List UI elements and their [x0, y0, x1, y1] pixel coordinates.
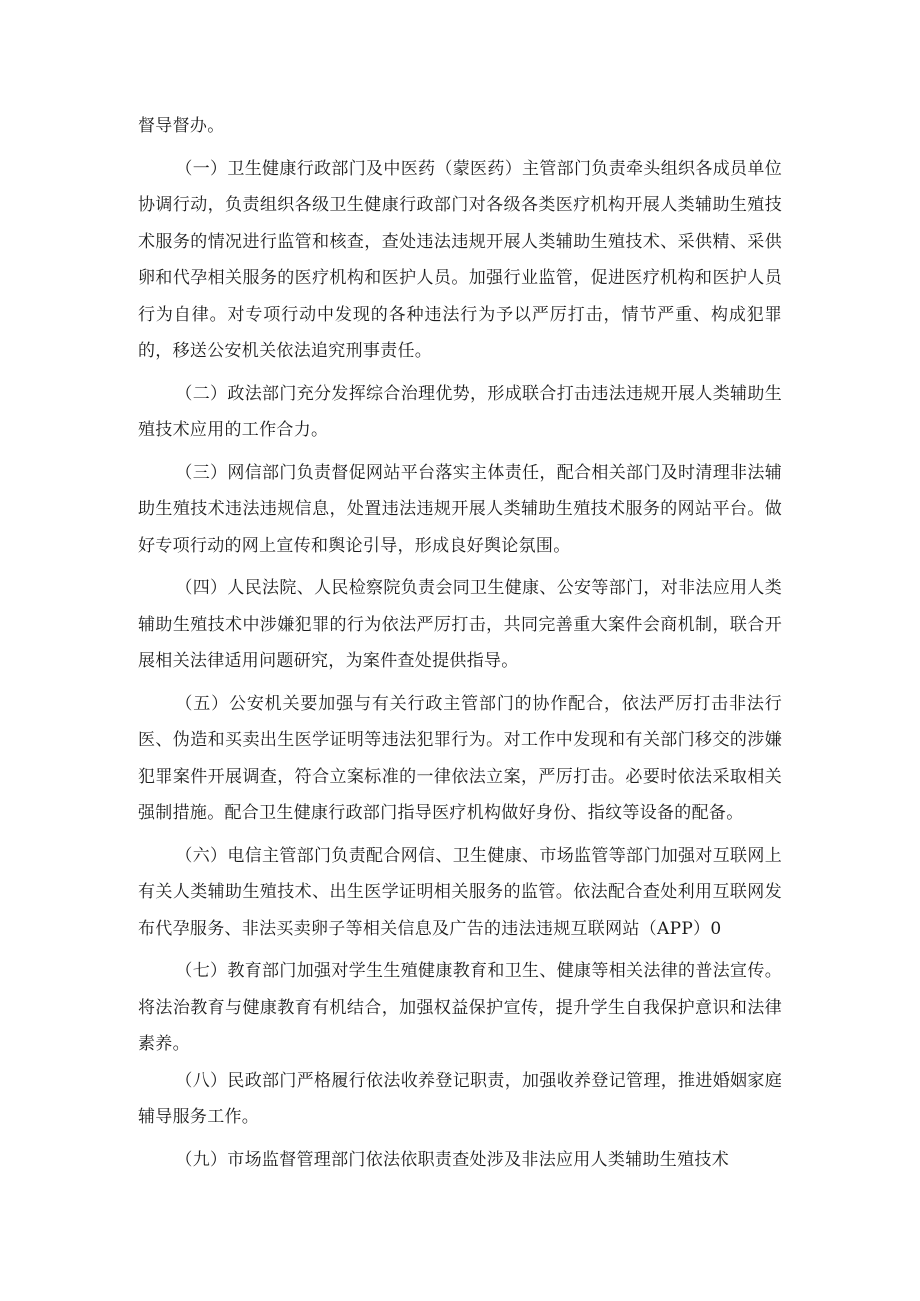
paragraph-continuation: 督导督办。 — [138, 116, 225, 136]
paragraph-item-6: （六）电信主管部门负责配合网信、卫生健康、市场监管等部门加强对互联网上有关人类辅助生殖技术、出生医学证明相关服务的监管。依法配合查处利用互联网发布代孕服务、非法买卖卵子等相关信息及广告的违法违规互联网站（APP）0 — [138, 845, 782, 939]
paragraph-item-2: （二）政法部门充分发挥综合治理优势，形成联合打击违法违规开展人类辅助生殖技术应用的工作合力。 — [138, 383, 782, 440]
document-body — [138, 108, 782, 1184]
paragraph-item-1: （一）卫生健康行政部门及中医药（蒙医药）主管部门负责牵头组织各成员单位协调行动，负责组织各级卫生健康行政部门对各级各类医疗机构开展人类辅助生殖技术服务的情况进行监管和核查，查处违法违规开展人类辅助生殖技术、采供精、采供卵和代孕相关服务的医疗机构和医护人员。加强行业监管，促进医疗机构和医护人员行为自律。对专项行动中发现的各种违法行为予以严厉打击，情节严重、构成犯罪的，移送公安机关依法追究刑事责任。 — [138, 158, 782, 361]
paragraph-item-7: （七）教育部门加强对学生生殖健康教育和卫生、健康等相关法律的普法宣传。将法治教育与健康教育有机结合，加强权益保护宣传，提升学生自我保护意识和法律素养。 — [138, 961, 782, 1054]
paragraph-item-5: （五）公安机关要加强与有关行政主管部门的协作配合，依法严厉打击非法行医、伪造和买卖出生医学证明等违法犯罪行为。对工作中发现和有关部门移交的涉嫌犯罪案件开展调查，符合立案标准的一律依法立案，严厉打击。必要时依法采取相关强制措施。配合卫生健康行政部门指导医疗机构做好身份、指纹等设备的配备。 — [138, 693, 782, 823]
paragraph-item-3: （三）网信部门负责督促网站平台落实主体责任，配合相关部门及时清理非法辅助生殖技术违法违规信息，处置违法违规开展人类辅助生殖技术服务的网站平台。做好专项行动的网上宣传和舆论引导，形成良好舆论氛围。 — [138, 462, 782, 556]
paragraph-item-4: （四）人民法院、人民检察院负责会同卫生健康、公安等部门，对非法应用人类辅助生殖技术中涉嫌犯罪的行为依法严厉打击，共同完善重大案件会商机制，联合开展相关法律适用问题研究，为案件查处提供指导。 — [138, 578, 782, 671]
paragraph-item-9: （九）市场监督管理部门依法依职责查处涉及非法应用人类辅助生殖技术 — [175, 1149, 729, 1170]
paragraph-item-8: （八）民政部门严格履行依法收养登记职责，加强收养登记管理，推进婚姻家庭辅导服务工作。 — [138, 1070, 782, 1127]
